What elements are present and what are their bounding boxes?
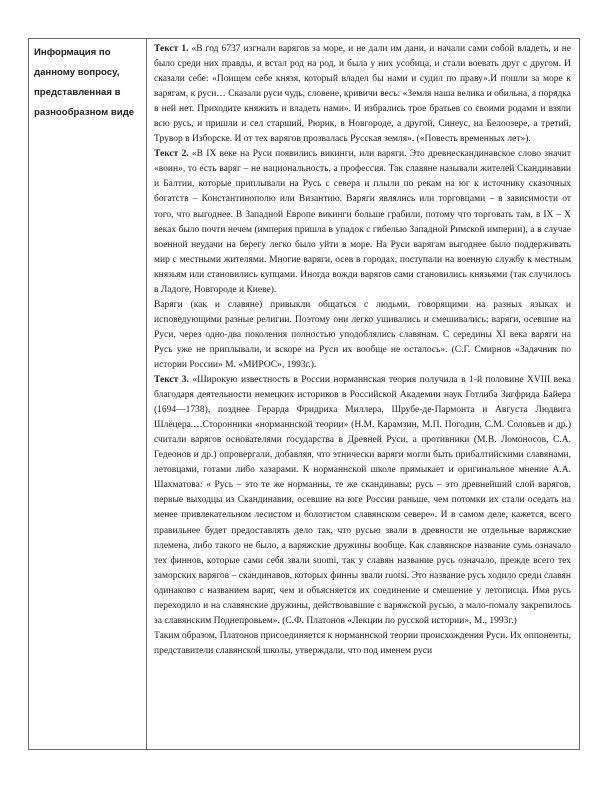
text-2-body: «В IX веке на Руси появились викинги, или варяги. Это древнескандинавское слово значит «воин», то есть варяг – не национальность, а профессия. Так славяне называли жителей Скандинавии и Балтии, которые приплывали на Русь с севера и плыли по рекам на юг к источнику сказочных богатств – Константинополю или Византию. Варяги являлись или торговцами – в зависимости от того, что выгоднее. В Западной Европе викинги больше грабили, потому что торговать там, в IX – X веках было почти нечем (империя пришла в упадок с гибелью Западной Римской империи), а в случае военной неудачи на берегу легко было уйти в море. На Руси варягам выгоднее было поддерживать мир с местными жителями. Многие варяги, осев в городах, поступали на военную службу к местным князьям или становились купцами. Иногда вожди варягов сами становились князьями (так случилось в Ладоге, Новгороде и Киеве). [154,149,571,295]
text-2-continuation-paragraph [154,298,571,373]
text-3-paragraph [154,373,571,629]
topic-heading: Информация по данному вопросу, представленная в разнообразном виде [34,47,135,118]
conclusion-paragraph [154,629,571,659]
text-3-label: Текст 3. [154,375,189,386]
text-2-continuation-body: Варяги (как и славяне) привыкли общаться с людьми, говорящими на разных языках и исповедующими разные религии. Поэтому они легко ушивались и смешивались; варяги, осевшие на Руси, через одно-два поколения полностью уподоблялись славянам. С середины XI века варяги на Русь уже не приплывали, и вскоре на Руси их вообще не осталось». (С.Г. Смирнов «Задачник по истории России» М. «МИРОС», 1993г.). [154,299,571,370]
conclusion-body: Таким образом, Платонов присоединяется к норманнской теории происхождения Руси. Их оппоненты, представители славянской школы, утверждали, что под именем руси [154,630,571,656]
text-2-label: Текст 2. [154,149,189,160]
texts-cell [147,39,579,749]
text-2-paragraph [154,147,571,297]
topic-cell [29,39,147,749]
content-table [28,38,580,750]
text-3-body: «Широкую известность в России норманнская теория получила в 1-й половине XVIII века благодаря деятельности немецких историков в Российской Академии наук Готлиба Зигфрида Байера (1694—1738), позднее Герарда Фридриха Миллера, Шрубе-де-Пармонта и Августа Людвига Шлёцера.…Сторонники «норманнской теории» (Н.М. Карамзин, М.П. Погодин, С.М. Соловьев и др.) считали варягов основателями государства в Древней Руси, а противники (М.В. Ломоносов, С.А. Гедеонов и др.) опровергали, добавляя, что этнически варяги могли быть прибалтийскими славянами, летовцами, готами либо хазарами. К норманнской школе примыкает и оригинальное мнение А.А. Шахматова: « Русь – это те же норманны, те же скандинавы; русь – это древнейший слой варягов, первые выходцы из Скандинавии, осевшие на юге России раньше, чем потомки их стали оседать на менее привлекательном лесистом и болотистом славянском севере». И в самом деле, кажется, всего правильнее будет предоставлять дело так, что русью звали в древности не отдельные варяжские племена, либо такого не было, а варяжские дружины вообще. Как славянское название сумь означало тех финнов, которые сами себя звали suomi, так у славян название русь означало, прежде всего тех заморских варягов – скандинавов, которых финны звали ruotsi. Это название русь ходило среди славян одинаково с названием варяг, чем и объясняется их соединение и смешение у летописца. Имя русь переходило и на славянские дружины, действовавшие с варяжской русью, а мало-помалу закрепилось за славянским Поднепровьем». (С.Ф. Платонов «Лекции по русской истории», М., 1993г.) [154,375,571,626]
text-1-label: Текст 1. [154,44,189,54]
text-1-body: «В год 6737 изгнали варягов за море, и не дали им дани, и начали сами собой владеть, и не было среди них правды, и встал род на род, и была у них усобица, и стали воевать друг с другом. И сказали себе: «Поищем себе князя, который владел бы нами и судил по праву».И пошли за море к варягам, к руси… Сказали руси чудь, словене, кривичи весь: «Земля наша велика и обильна, а порядка в ней нет. Приходите княжить и владеть нами». И избрались трое братьев со своими родами и взяли всю русь, и пришли и сел старший, Рюрик, в Новгороде, а другой, Синеус, на Белоозере, а третий, Трувор в Изборске. И от тех варягов прозвалась Русская земля». («Повесть временных лет»). [154,44,572,145]
text-1-paragraph [154,42,571,147]
